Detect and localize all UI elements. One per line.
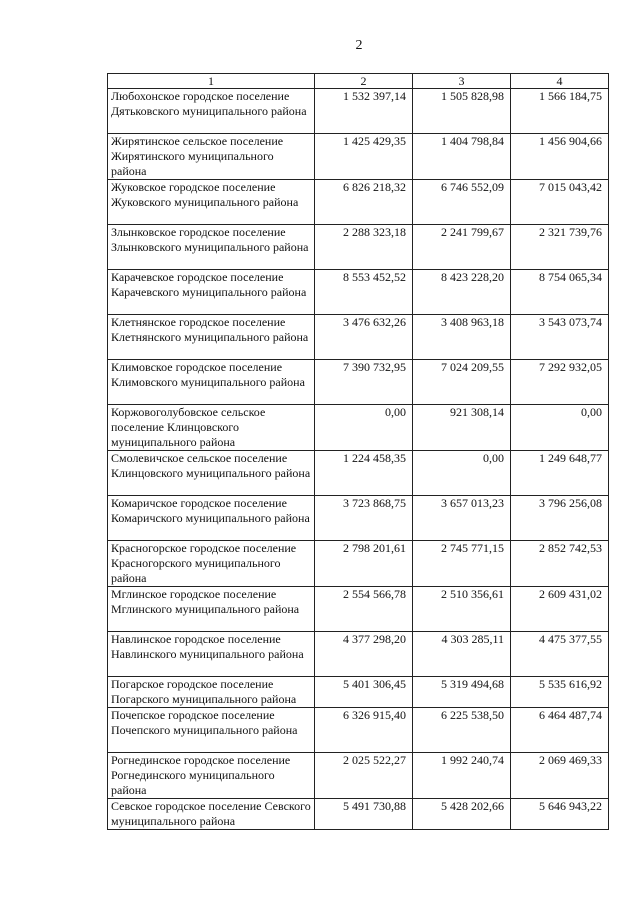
value-cell-column-3: 0,00: [413, 451, 511, 496]
table-row: [108, 587, 609, 632]
value-cell-column-2: 2 798 201,61: [315, 541, 413, 587]
settlement-name-cell: Почепское городское поселение Почепского муниципального района: [108, 708, 315, 753]
value-cell-column-3: 2 745 771,15: [413, 541, 511, 587]
settlement-name-cell: Навлинское городское поселение Навлинского муниципального района: [108, 632, 315, 677]
value-cell-column-3: 2 241 799,67: [413, 225, 511, 270]
settlement-name-cell: Комаричское городское поселение Комаричского муниципального района: [108, 496, 315, 541]
settlement-name-cell: Коржовоголубовское сельское поселение Клинцовского муниципального района: [108, 405, 315, 451]
settlement-name-cell: Клетнянское городское поселение Клетнянского муниципального района: [108, 315, 315, 360]
value-cell-column-2: 2 554 566,78: [315, 587, 413, 632]
settlement-name-cell: Севское городское поселение Севского муниципального района: [108, 799, 315, 830]
value-cell-column-3: 6 225 538,50: [413, 708, 511, 753]
column-header: 2: [315, 74, 413, 89]
value-cell-column-3: 3 657 013,23: [413, 496, 511, 541]
settlement-name-cell: Смолевичское сельское поселение Клинцовского муниципального района: [108, 451, 315, 496]
value-cell-column-3: 4 303 285,11: [413, 632, 511, 677]
table-row: [108, 315, 609, 360]
column-header: 1: [108, 74, 315, 89]
value-cell-column-3: 921 308,14: [413, 405, 511, 451]
value-cell-column-2: 3 723 868,75: [315, 496, 413, 541]
value-cell-column-2: 4 377 298,20: [315, 632, 413, 677]
column-header: 3: [413, 74, 511, 89]
value-cell-column-4: 3 543 073,74: [511, 315, 609, 360]
table-row: [108, 753, 609, 799]
table-row: [108, 708, 609, 753]
table-row: [108, 677, 609, 708]
table-row: [108, 180, 609, 225]
value-cell-column-2: 5 401 306,45: [315, 677, 413, 708]
value-cell-column-4: 5 646 943,22: [511, 799, 609, 830]
value-cell-column-2: 1 425 429,35: [315, 134, 413, 180]
settlement-name-cell: Мглинское городское поселение Мглинского муниципального района: [108, 587, 315, 632]
value-cell-column-4: 6 464 487,74: [511, 708, 609, 753]
value-cell-column-3: 1 992 240,74: [413, 753, 511, 799]
value-cell-column-4: 2 852 742,53: [511, 541, 609, 587]
settlement-name-cell: Рогнединское городское поселение Рогнединского муниципального района: [108, 753, 315, 799]
value-cell-column-2: 0,00: [315, 405, 413, 451]
value-cell-column-4: 2 609 431,02: [511, 587, 609, 632]
table-row: [108, 134, 609, 180]
value-cell-column-4: 1 456 904,66: [511, 134, 609, 180]
value-cell-column-2: 8 553 452,52: [315, 270, 413, 315]
settlement-name-cell: Злынковское городское поселение Злынковского муниципального района: [108, 225, 315, 270]
value-cell-column-4: 7 292 932,05: [511, 360, 609, 405]
value-cell-column-2: 7 390 732,95: [315, 360, 413, 405]
page-number: 2: [355, 38, 363, 53]
value-cell-column-3: 6 746 552,09: [413, 180, 511, 225]
value-cell-column-3: 5 428 202,66: [413, 799, 511, 830]
table-row: [108, 360, 609, 405]
value-cell-column-2: 1 532 397,14: [315, 89, 413, 134]
value-cell-column-3: 5 319 494,68: [413, 677, 511, 708]
value-cell-column-4: 4 475 377,55: [511, 632, 609, 677]
table-row: [108, 799, 609, 830]
value-cell-column-4: 3 796 256,08: [511, 496, 609, 541]
table-row: [108, 632, 609, 677]
table-row: [108, 451, 609, 496]
settlement-name-cell: Климовское городское поселение Климовского муниципального района: [108, 360, 315, 405]
settlement-name-cell: Любохонское городское поселение Дятьковского муниципального района: [108, 89, 315, 134]
header-row: [108, 74, 609, 89]
value-cell-column-3: 2 510 356,61: [413, 587, 511, 632]
table-row: [108, 405, 609, 451]
value-cell-column-4: 1 249 648,77: [511, 451, 609, 496]
value-cell-column-3: 1 404 798,84: [413, 134, 511, 180]
data-table: [107, 73, 609, 830]
table-row: [108, 89, 609, 134]
settlement-name-cell: Красногорское городское поселение Красногорского муниципального района: [108, 541, 315, 587]
settlement-name-cell: Жирятинское сельское поселение Жирятинского муниципального района: [108, 134, 315, 180]
table-row: [108, 541, 609, 587]
value-cell-column-4: 7 015 043,42: [511, 180, 609, 225]
value-cell-column-4: 5 535 616,92: [511, 677, 609, 708]
column-header: 4: [511, 74, 609, 89]
value-cell-column-2: 6 826 218,32: [315, 180, 413, 225]
settlement-name-cell: Жуковское городское поселение Жуковского муниципального района: [108, 180, 315, 225]
settlement-name-cell: Карачевское городское поселение Карачевского муниципального района: [108, 270, 315, 315]
value-cell-column-4: 0,00: [511, 405, 609, 451]
value-cell-column-2: 2 288 323,18: [315, 225, 413, 270]
table-row: [108, 225, 609, 270]
settlement-name-cell: Погарское городское поселение Погарского муниципального района: [108, 677, 315, 708]
value-cell-column-3: 1 505 828,98: [413, 89, 511, 134]
value-cell-column-4: 8 754 065,34: [511, 270, 609, 315]
value-cell-column-3: 3 408 963,18: [413, 315, 511, 360]
table-row: [108, 270, 609, 315]
value-cell-column-2: 2 025 522,27: [315, 753, 413, 799]
value-cell-column-3: 8 423 228,20: [413, 270, 511, 315]
value-cell-column-2: 5 491 730,88: [315, 799, 413, 830]
value-cell-column-2: 6 326 915,40: [315, 708, 413, 753]
value-cell-column-3: 7 024 209,55: [413, 360, 511, 405]
value-cell-column-4: 1 566 184,75: [511, 89, 609, 134]
value-cell-column-4: 2 069 469,33: [511, 753, 609, 799]
table-row: [108, 496, 609, 541]
value-cell-column-2: 1 224 458,35: [315, 451, 413, 496]
value-cell-column-4: 2 321 739,76: [511, 225, 609, 270]
value-cell-column-2: 3 476 632,26: [315, 315, 413, 360]
